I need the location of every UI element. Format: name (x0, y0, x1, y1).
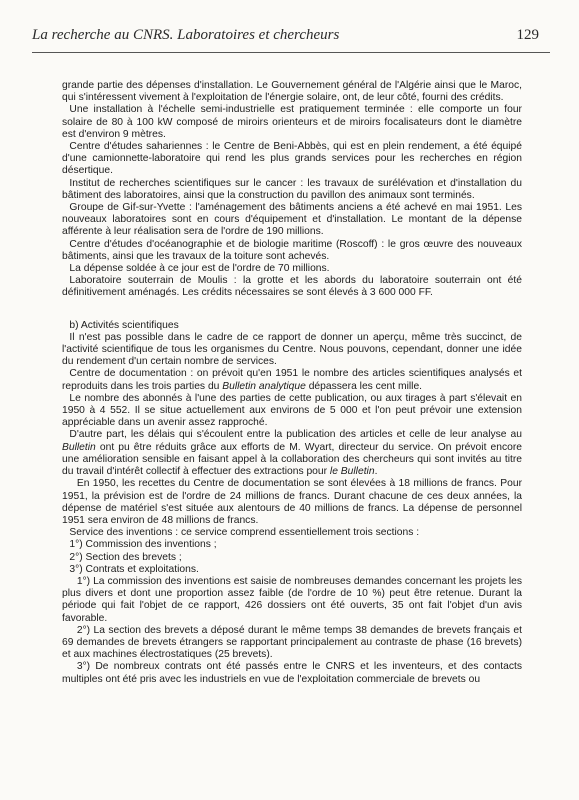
paragraph: Il n'est pas possible dans le cadre de ce rapport de donner un aperçu, même très succinct, de l'activité scientifique de tous les organismes du Centre. Nous pouvons, cependant, donner une idée du rendement d'un certain nombre de services. (62, 331, 522, 368)
paragraph: En 1950, les recettes du Centre de documentation se sont élevées à 18 millions de francs. Pour 1951, la prévision est de l'ordre de 24 millions de francs. Durant chacune de ces deux années, la dépense de matériel s'est située aux alentours de 40 millions de francs. La dépense de personnel 1951 sera environ de 48 millions de francs. (62, 478, 522, 526)
paragraph (62, 368, 522, 392)
text-run: Centre de documentation : on prévoit qu'en 1951 le nombre des articles scientifiques analysés et reproduits dans les trois parties du (62, 368, 522, 392)
page-number: 129 (516, 27, 539, 43)
list-item: 1°) Commission des inventions ; (69, 539, 217, 551)
paragraph: Service des inventions : ce service comprend essentiellement trois sections : (69, 527, 420, 539)
paragraph: Institut de recherches scientifiques sur le cancer : les travaux de surélévation et d'installation du bâtiment des laboratoires, ainsi que la construction du pavillon des animaux sont terminés. (62, 177, 522, 201)
running-header (32, 27, 539, 44)
paragraph: Centre d'études d'océanographie et de biologie maritime (Roscoff) : le gros œuvre des nouveaux bâtiments, ainsi que les travaux de la toiture sont achevés. (62, 238, 522, 262)
italic-run: le Bulletin (329, 466, 375, 478)
section-heading: b) Activités scientifiques (69, 319, 179, 331)
text-run: ont pu être réduits grâce aux efforts de M. Wyart, directeur du service. On prévoit encore une amélioration sensible en faisant appel à la collaboration des chercheurs qui sont invités au titre du travail d'intérêt collectif à effectuer des extractions pour (62, 441, 522, 478)
header-title: La recherche au CNRS. Laboratoires et chercheurs (32, 27, 340, 43)
paragraph: 3°) De nombreux contrats ont été passés entre le CNRS et les inventeurs, et des contacts multiples ont été pris avec les industriels en vue de l'exploitation commerciale de brevets ou (62, 661, 522, 685)
paragraph (62, 429, 522, 478)
text-run: dépassera les cent mille. (305, 380, 423, 392)
text-run: D'autre part, les délais qui s'écoulent entre la publication des articles et celle de leur analyse au (69, 429, 522, 441)
list-item: 2°) Section des brevets ; (69, 551, 182, 563)
text-run: . (374, 466, 378, 478)
body-text (62, 80, 522, 686)
paragraph: La dépense soldée à ce jour est de l'ordre de 70 millions. (69, 263, 330, 275)
header-rule (32, 52, 550, 53)
list-item: 3°) Contrats et exploitations. (69, 563, 199, 575)
paragraph: Centre d'études sahariennes : le Centre de Beni-Abbès, qui est en plein rendement, a été équipé d'une camionnette-laboratoire qui rend les plus grands services pour les recherches en région désertique. (62, 141, 522, 177)
paragraph: Le nombre des abonnés à l'une des parties de cette publication, ou aux tirages à part s'élevait en 1950 à 4 552. Il se situe actuellement aux environs de 5 000 et l'on peut prévoir une extension appréciable dans un avenir assez rapproché. (62, 392, 522, 429)
paragraph: Laboratoire souterrain de Moulis : la grotte et les abords du laboratoire souterrain ont été définitivement aménagés. Les crédits nécessaires se sont élevés à 3 600 000 FF. (62, 275, 522, 299)
italic-run: Bulletin (62, 441, 96, 453)
paragraph: grande partie des dépenses d'installation. Le Gouvernement général de l'Algérie ainsi que le Maroc, qui s'intéressent vivement à l'exploitation de l'énergie solaire, ont, de leur côté, fourni des crédits. (62, 80, 522, 104)
italic-run: Bulletin analytique (222, 380, 306, 392)
paragraph: Une installation à l'échelle semi-industrielle est pratiquement terminée : elle comporte un four solaire de 80 à 100 kW composé de miroirs orienteurs et de miroirs focalisateurs dont le diamètre est d'environ 9 mètres. (62, 104, 522, 140)
paragraph: 1°) La commission des inventions est saisie de nombreuses demandes concernant les projets les plus divers et dont une proportion assez faible (de l'ordre de 10 %) peut être retenue. Durant la période qui fait l'objet de ce rapport, 426 dossiers ont été ouverts, 35 ont fait l'objet d'un avis favorable. (62, 575, 522, 624)
paragraph: Groupe de Gif-sur-Yvette : l'aménagement des bâtiments anciens a été achevé en mai 1951. Les nouveaux laboratoires sont en cours d'équipement et d'installation. Le montant de la dépense afférente à leur réalisation sera de l'ordre de 190 millions. (62, 202, 522, 238)
paragraph: 2°) La section des brevets a déposé durant le même temps 38 demandes de brevets français et 69 demandes de brevets étrangers se rapportant principalement au contraste de phase (16 brevets) et aux machines électrostatiques (25 brevets). (62, 624, 522, 661)
